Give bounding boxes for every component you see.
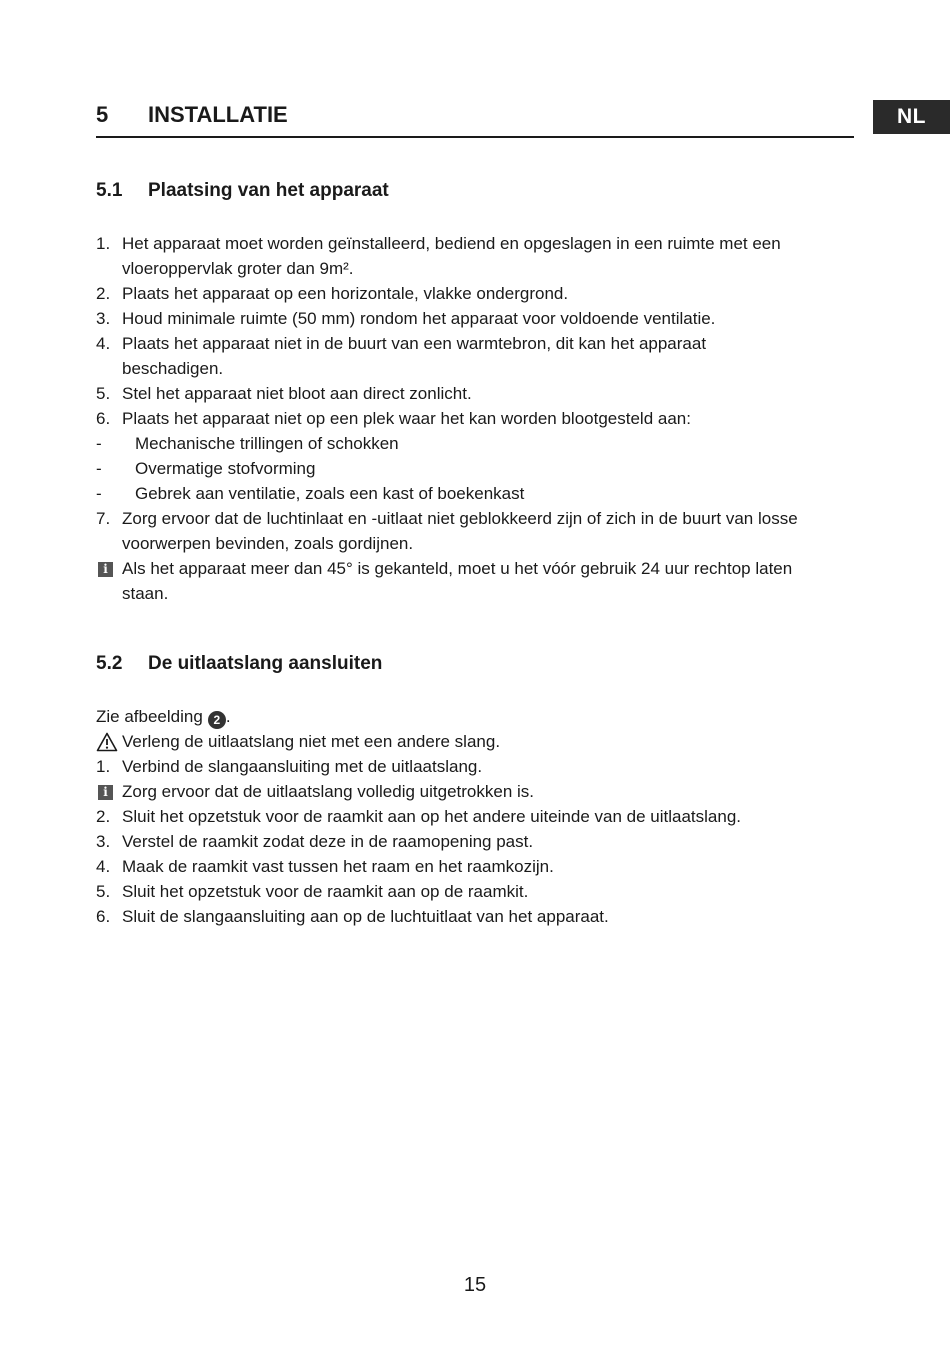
sub-list-item: - Mechanische trillingen of schokken <box>96 434 399 453</box>
chapter-header <box>96 100 854 138</box>
list-item: 1. Het apparaat moet worden geïnstalleerd, bediend en opgeslagen in een ruimte met een vloeroppervlak groter dan 9m². <box>96 234 781 278</box>
list-item: 5. Sluit het opzetstuk voor de raamkit aan op de raamkit. <box>96 882 529 901</box>
sub-list-item: - Gebrek aan ventilatie, zoals een kast of boekenkast <box>96 484 525 503</box>
list-item: 3. Verstel de raamkit zodat deze in de raamopening past. <box>96 832 534 851</box>
list-item: 4. Maak de raamkit vast tussen het raam en het raamkozijn. <box>96 857 554 876</box>
list-item: 7. Zorg ervoor dat de luchtinlaat en -uitlaat niet geblokkeerd zijn of zich in de buurt van losse voorwerpen bevinden, zoals gordijnen. <box>96 509 798 553</box>
info-icon: i <box>98 562 113 577</box>
figure-reference: Zie afbeelding 2 . <box>96 707 231 727</box>
section-number: 5.2 <box>96 653 123 674</box>
figure-number-badge: 2 <box>208 711 226 729</box>
list-item: 6. Plaats het apparaat niet op een plek waar het kan worden blootgesteld aan: <box>96 409 691 428</box>
sub-list-item: - Overmatige stofvorming <box>96 459 316 478</box>
section-number: 5.1 <box>96 180 123 201</box>
list-item: 5. Stel het apparaat niet bloot aan direct zonlicht. <box>96 384 472 403</box>
chapter-title: INSTALLATIE <box>148 102 288 127</box>
warning-triangle-icon <box>96 732 118 752</box>
list-item: 3. Houd minimale ruimte (50 mm) rondom het apparaat voor voldoende ventilatie. <box>96 309 716 328</box>
info-icon: i <box>98 785 113 800</box>
language-tab: NL <box>873 100 950 134</box>
list-item: 2. Plaats het apparaat op een horizontale, vlakke ondergrond. <box>96 284 569 303</box>
exhaust-hose-list <box>96 704 856 929</box>
info-note: i Als het apparaat meer dan 45° is gekanteld, moet u het vóór gebruik 24 uur rechtop laten staan. <box>96 556 856 606</box>
list-item: 1. Verbind de slangaansluiting met de uitlaatslang. <box>96 757 483 776</box>
placement-list <box>96 231 856 606</box>
list-item: 4. Plaats het apparaat niet in de buurt van een warmtebron, dit kan het apparaat beschadigen. <box>96 334 707 378</box>
section-title: De uitlaatslang aansluiten <box>148 653 383 674</box>
page-number: 15 <box>463 1274 487 1296</box>
warning-note: Verleng de uitlaatslang niet met een andere slang. <box>96 729 856 754</box>
chapter-number: 5 <box>96 102 109 127</box>
info-note: i Zorg ervoor dat de uitlaatslang volledig uitgetrokken is. <box>96 779 856 804</box>
list-item: 6. Sluit de slangaansluiting aan op de luchtuitlaat van het apparaat. <box>96 907 609 926</box>
list-item: 2. Sluit het opzetstuk voor de raamkit aan op het andere uiteinde van de uitlaatslang. <box>96 807 742 826</box>
section-title: Plaatsing van het apparaat <box>148 180 389 201</box>
